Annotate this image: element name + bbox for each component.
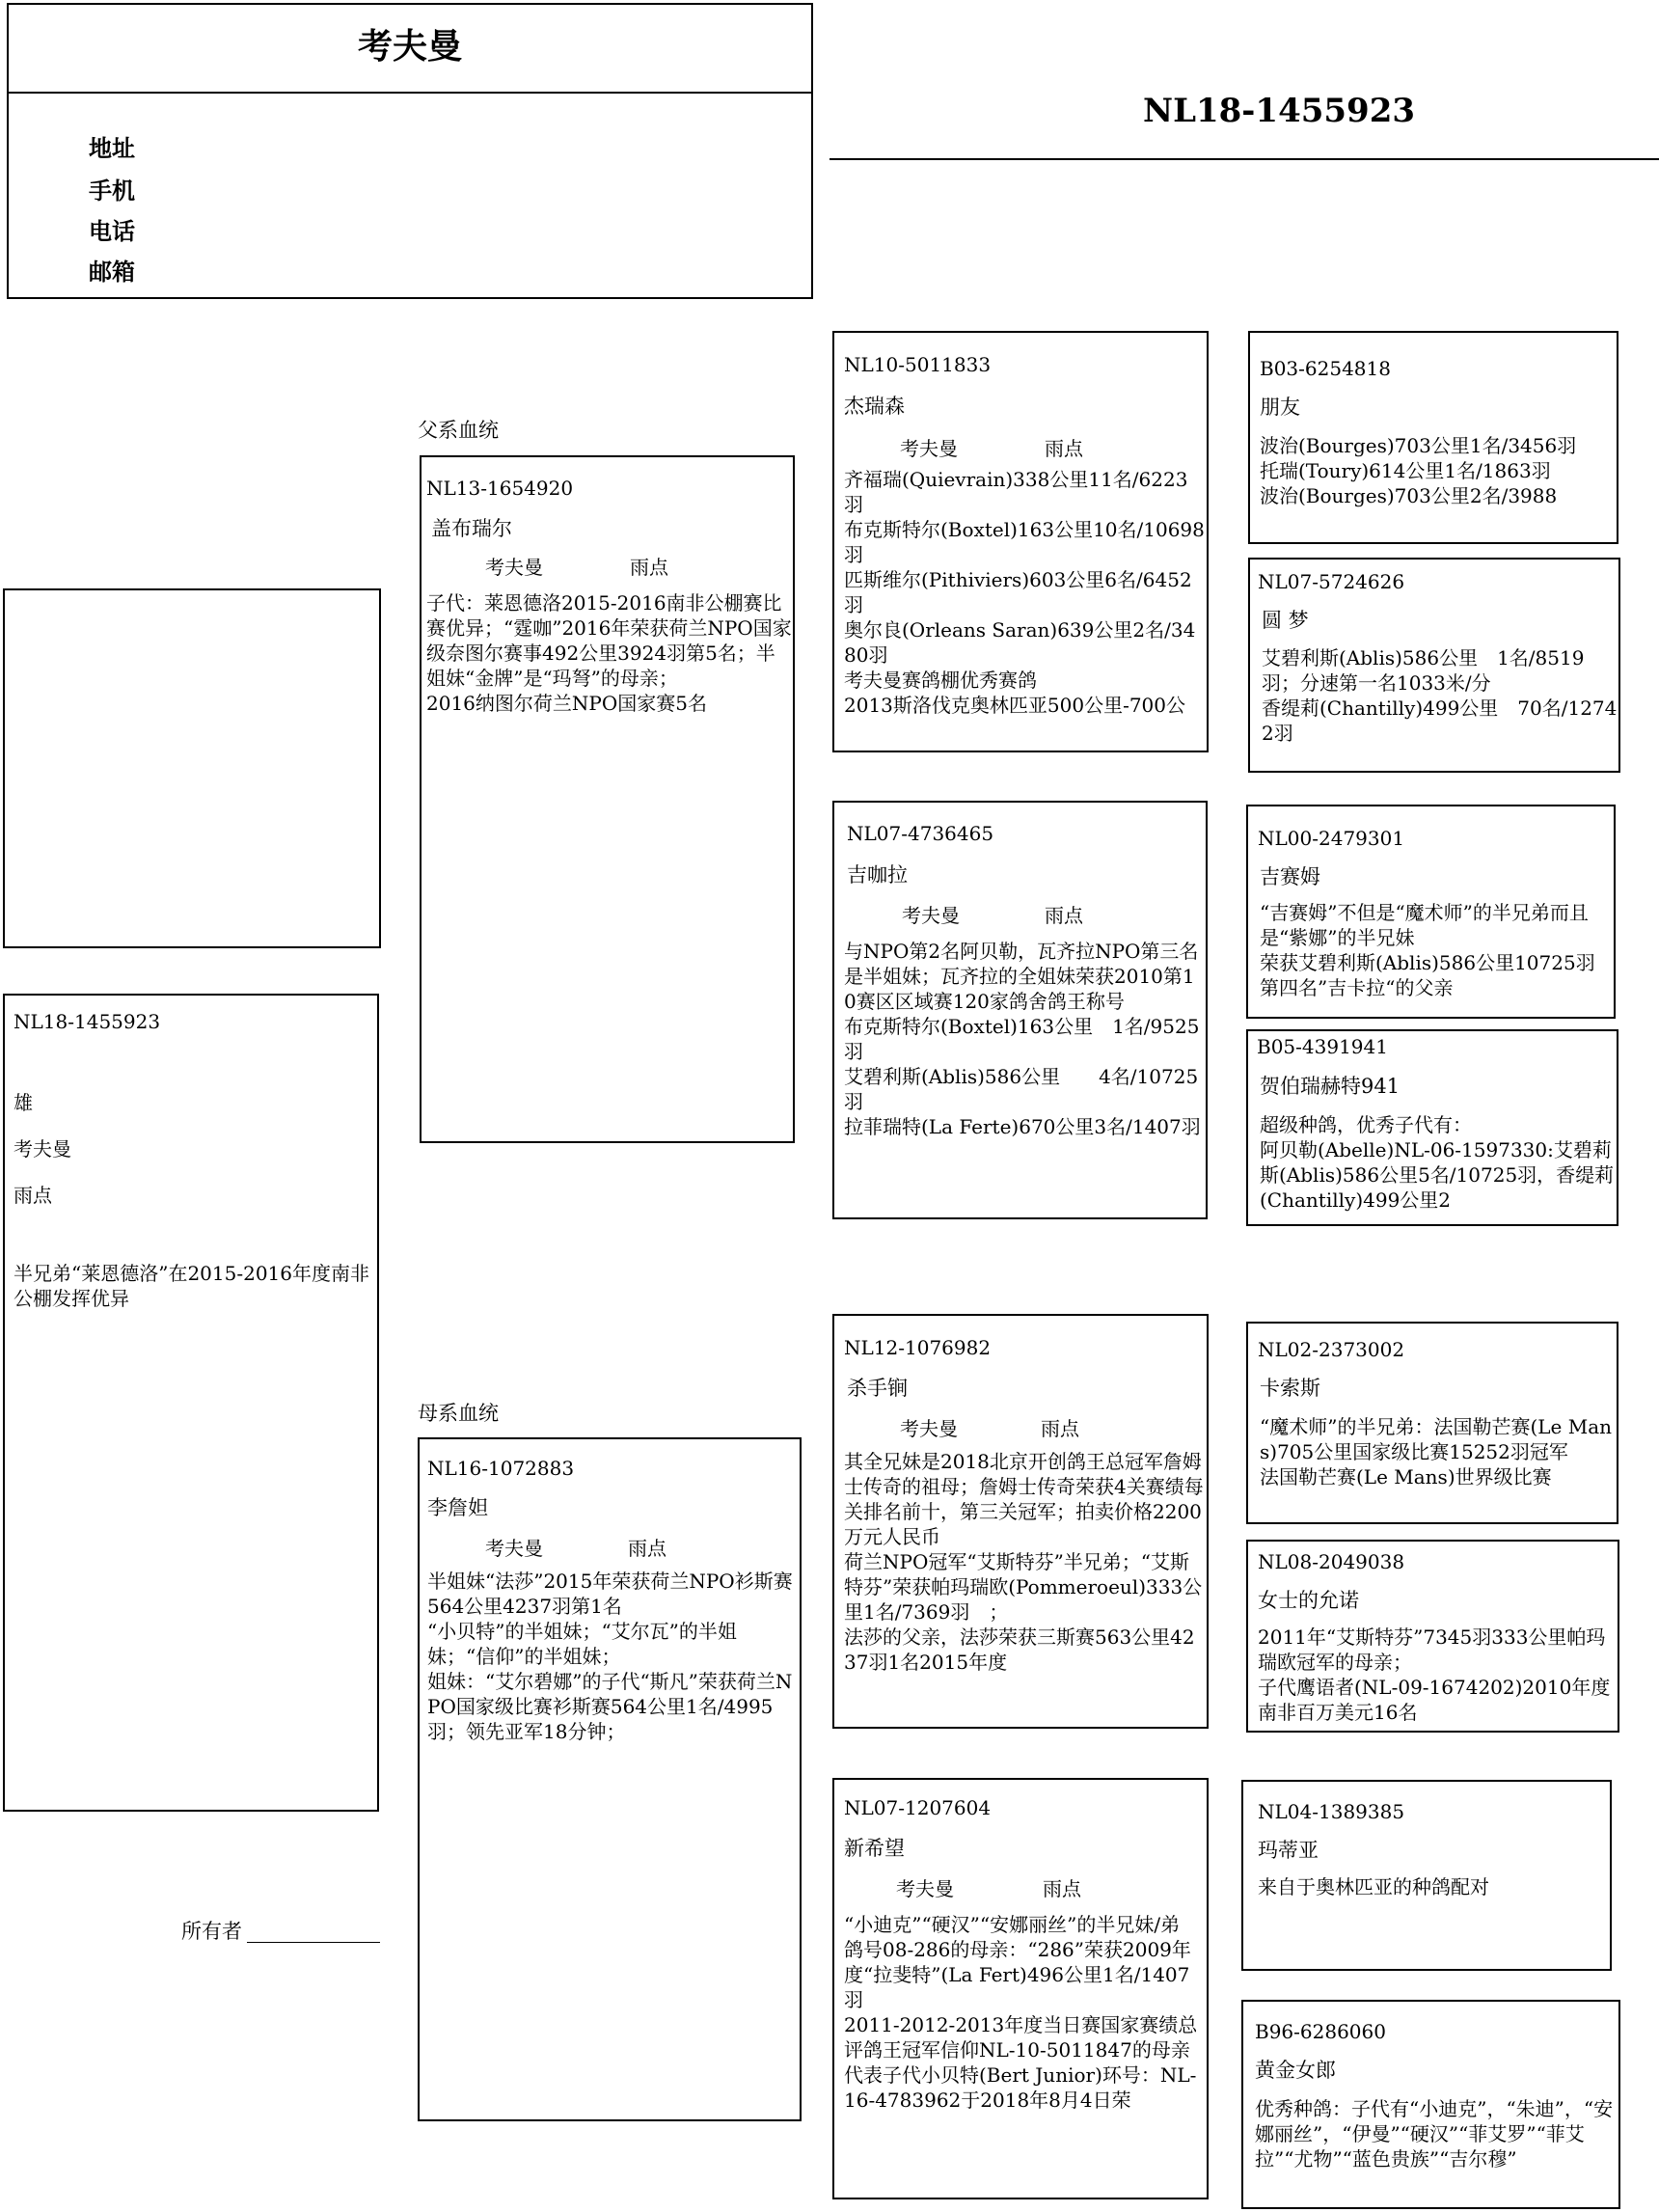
sd-ring: NL07-4736465 [847,822,994,845]
dss-name: 卡索斯 [1260,1377,1320,1400]
loft-info-box [7,3,813,299]
header-divider [9,92,811,94]
dss-ring: NL02-2373002 [1258,1338,1405,1361]
ds-ring: NL12-1076982 [844,1336,992,1359]
dsd-box [1246,1540,1619,1733]
subject-color: 雨点 [14,1184,52,1207]
ss-name: 杰瑞森 [844,395,905,418]
address-label: 地址 [89,135,135,162]
dds-name: 玛蒂亚 [1258,1839,1319,1862]
dam-box [418,1437,802,2121]
dsd-name: 女士的允诺 [1258,1589,1359,1612]
sdd-box [1246,1029,1618,1226]
sds-name: 吉赛姆 [1260,865,1320,888]
sds-notes: “吉赛姆”不但是“魔术师”的半兄弟而且是“紫娜”的半兄妹 荣获艾碧利斯(Ablis)586公里10725羽第四名”吉卡拉“的父亲 [1260,901,1595,999]
subject-sex: 雄 [14,1091,33,1114]
ds-box [832,1314,1209,1729]
header-ring-underline [830,158,1659,160]
ddd-box [1241,2000,1620,2209]
mobile-label: 手机 [89,178,135,205]
dd-box [832,1778,1209,2199]
ss-notes: 齐福瑞(Quievrain)338公里11名/6223羽 布克斯特尔(Boxtel)163公里10名/10698羽 匹斯维尔(Pithiviers)603公里6名/6452羽 奥尔良(Orleans Saran)639公里2名/3480羽 考夫曼赛鸽棚优秀赛鸽 2013斯洛伐克奥林匹亚500公里-700公 [844,468,1205,717]
sd-box [832,801,1208,1219]
sdd-ring: B05-4391941 [1257,1035,1388,1058]
sss-box [1248,331,1618,544]
dds-box [1241,1780,1612,1971]
ds-notes: 其全兄妹是2018北京开创鸽王总冠军詹姆士传奇的祖母；詹姆士传奇荣获4关赛绩每关排名前十，第三关冠军；拍卖价格2200万元人民币 荷兰NPO冠军“艾斯特芬”半兄弟；“艾斯特芬”荣获帕玛瑞欧(Pommeroeul)333公里1名/7369羽 ； 法莎的父亲，法莎荣获三斯赛563公里4237羽1名2015年度 [844,1450,1204,1674]
sire-breeder: 考夫曼 [485,556,543,579]
subject-notes: 半兄弟“莱恩德洛”在2015-2016年度南非公棚发挥优异 [14,1262,370,1310]
loft-name: 考夫曼 [357,27,462,67]
sd-breeder: 考夫曼 [902,904,960,927]
subject-ring: NL18-1455923 [14,1010,161,1033]
dd-notes: “小迪克”“硬汉”“安娜丽丝”的半兄妹/弟 鸽号08-286的母亲：“286”荣获2009年度“拉斐特”(La Fert)496公里1名/1407羽 2011-2012-2013年度当日赛国家赛绩总评鸽王冠军信仰NL-10-5011847的母亲 代表子代小贝特(Bert Junior)环号：NL-16-4783962于2018年8月4日荣 [844,1913,1198,2112]
dam-breeder: 考夫曼 [485,1537,543,1560]
dd-breeder: 考夫曼 [896,1877,954,1900]
dam-section-label: 母系血统 [418,1402,499,1425]
ssd-box [1248,558,1620,773]
sss-notes: 波治(Bourges)703公里1名/3456羽 托瑞(Toury)614公里1名/1863羽 波治(Bourges)703公里2名/3988 [1260,434,1577,507]
sds-box [1246,805,1616,1019]
dam-notes: 半姐妹“法莎”2015年荣获荷兰NPO衫斯赛564公里4237羽第1名 “小贝特”的半姐妹；“艾尔瓦”的半姐妹；“信仰”的半姐妹； 姐妹：“艾尔碧娜”的子代“斯凡”荣获荷兰NPO国家级比赛衫斯赛564公里1名/4995羽；领先亚军18分钟； [427,1570,793,1743]
ds-color: 雨点 [1041,1417,1079,1440]
subject-box [3,994,379,1812]
dd-ring: NL07-1207604 [844,1796,992,1819]
sire-color: 雨点 [630,556,668,579]
dd-name: 新希望 [844,1837,905,1860]
dsd-ring: NL08-2049038 [1258,1550,1405,1573]
ddd-notes: 优秀种鸽：子代有“小迪克”，“朱迪”，“安娜丽丝”，“伊曼”“硬汉”“菲艾罗”“菲艾拉”“尤物”“蓝色贵族”“吉尔穆” [1255,2097,1614,2171]
sds-ring: NL00-2479301 [1258,827,1405,850]
sd-name: 吉咖拉 [847,863,908,887]
ssd-name: 圆 梦 [1262,609,1309,632]
ss-box [832,331,1209,752]
dds-ring: NL04-1389385 [1258,1800,1405,1823]
sire-notes: 子代：莱恩德洛2015-2016南非公棚赛比赛优异；“霆咖”2016年荣获荷兰NPO国家级奈图尔赛事492公里3924羽第5名；半姐妹“金牌”是“玛弩”的母亲； 2016纳图尔荷兰NPO国家赛5名 [426,591,792,715]
sd-notes: 与NPO第2名阿贝勒，瓦齐拉NPO第三名是半姐妹；瓦齐拉的全姐妹荣获2010第10赛区区域赛120家鸽舍鸽王称号 布克斯特尔(Boxtel)163公里 1名/9525羽 艾碧利斯(Ablis)586公里 4名/10725羽 拉菲瑞特(La Ferte)670公里3名/1407羽 [844,940,1201,1138]
sire-ring: NL13-1654920 [426,477,574,500]
ds-name: 杀手锏 [847,1377,908,1400]
dam-color: 雨点 [628,1537,666,1560]
dss-notes: “魔术师”的半兄弟：法国勒芒赛(Le Mans)705公里国家级比赛15252羽冠军 法国勒芒赛(Le Mans)世界级比赛 [1260,1415,1613,1488]
sdd-name: 贺伯瑞赫特941 [1260,1075,1401,1098]
owner-label: 所有者 [181,1920,242,1943]
ddd-ring: B96-6286060 [1255,2020,1386,2043]
dam-name: 李詹妲 [427,1496,488,1519]
sd-color: 雨点 [1045,904,1083,927]
ssd-ring: NL07-5724626 [1258,570,1405,593]
ssd-notes: 艾碧利斯(Ablis)586公里 1名/8519羽；分速第一名1033米/分 香缇莉(Chantilly)499公里 70名/12742羽 [1262,646,1618,745]
ss-breeder: 考夫曼 [900,437,958,460]
ss-ring: NL10-5011833 [844,353,992,376]
sss-name: 朋友 [1260,396,1300,419]
sdd-notes: 超级种鸽，优秀子代有： 阿贝勒(Abelle)NL-06-1597330:艾碧莉斯(Ablis)586公里5名/10725羽，香缇莉(Chantilly)499公里2 [1260,1113,1615,1212]
phone-label: 电话 [89,218,135,245]
sire-name: 盖布瑞尔 [431,517,512,540]
ds-breeder: 考夫曼 [900,1417,958,1440]
owner-signature-line [247,1942,380,1943]
dd-color: 雨点 [1043,1877,1081,1900]
ddd-name: 黄金女郎 [1255,2059,1336,2082]
dsd-notes: 2011年“艾斯特芬”7345羽333公里帕玛瑞欧冠军的母亲； 子代鹰语者(NL-09-1674202)2010年度南非百万美元16名 [1258,1625,1611,1724]
dds-notes: 来自于奥林匹亚的种鸽配对 [1258,1875,1489,1898]
email-label: 邮箱 [89,259,135,286]
sire-section-label: 父系血统 [418,419,499,442]
subject-breeder: 考夫曼 [14,1137,71,1161]
sss-ring: B03-6254818 [1260,357,1391,380]
pigeon-photo-box [3,588,381,948]
dss-box [1246,1322,1618,1524]
dam-ring: NL16-1072883 [427,1457,575,1480]
ss-color: 雨点 [1045,437,1083,460]
header-ring-number: NL18-1455923 [1143,92,1416,130]
sire-box [420,455,795,1143]
